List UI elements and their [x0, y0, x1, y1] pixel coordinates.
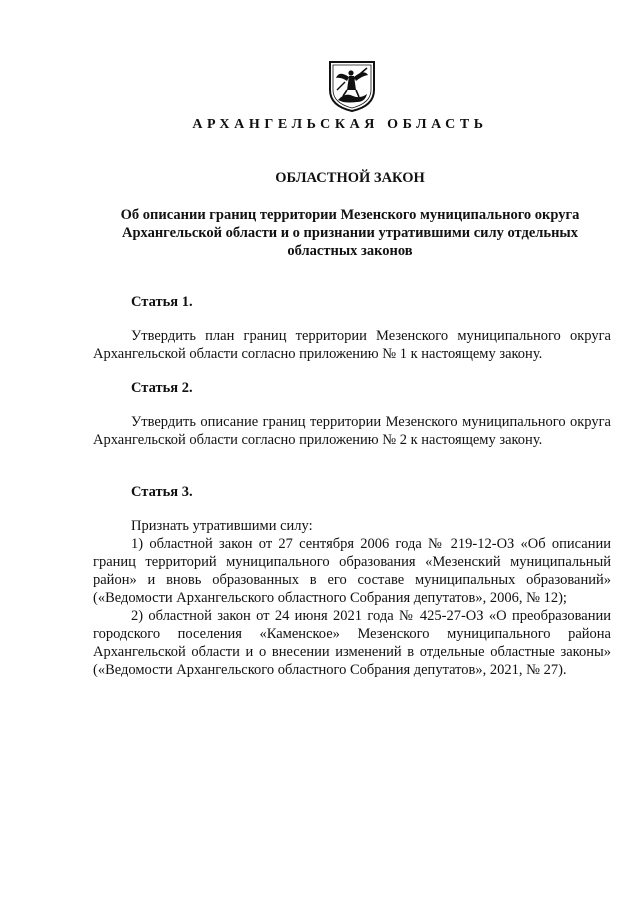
article-2-heading: Статья 2. [131, 380, 193, 396]
law-title-line: Об описании границ территории Мезенского муниципального округа [120, 207, 580, 223]
article-1-heading: Статья 1. [131, 294, 193, 310]
article-2-text: Утвердить описание границ территории Мезенского муниципального округа Архангельской области согласно приложению № 2 к настоящему закону. [93, 414, 611, 448]
article-3-heading: Статья 3. [131, 484, 193, 500]
article-3-item-2: 2) областной закон от 24 июня 2021 года № 425-27-ОЗ «О преобразовании городского поселения «Каменское» Мезенского муниципального района Архангельской области и о внесении изменений в отдельные областные законы» («Ведомости Архангельского областного Собрания депутатов», 2021, № 27). [93, 608, 611, 678]
article-1-text: Утвердить план границ территории Мезенского муниципального округа Архангельской области согласно приложению № 1 к настоящему закону. [93, 328, 611, 362]
coat-of-arms-icon [327, 60, 377, 113]
article-3-intro: Признать утратившими силу: [131, 518, 313, 534]
region-name: АРХАНГЕЛЬСКАЯ ОБЛАСТЬ [192, 117, 488, 132]
law-title [100, 206, 600, 260]
law-title-line: областных законов [287, 243, 413, 259]
document-type: ОБЛАСТНОЙ ЗАКОН [275, 170, 425, 186]
article-3-item-1: 1) областной закон от 27 сентября 2006 года № 219-12-ОЗ «Об описании границ территорий муниципального образования «Мезенский муниципальный район» и вновь образованных в его составе муниципальных образований» («Ведомости Архангельского областного Собрания депутатов», 2006, № 12); [93, 536, 611, 606]
law-title-line: Архангельской области и о признании утратившими силу отдельных [121, 225, 578, 241]
